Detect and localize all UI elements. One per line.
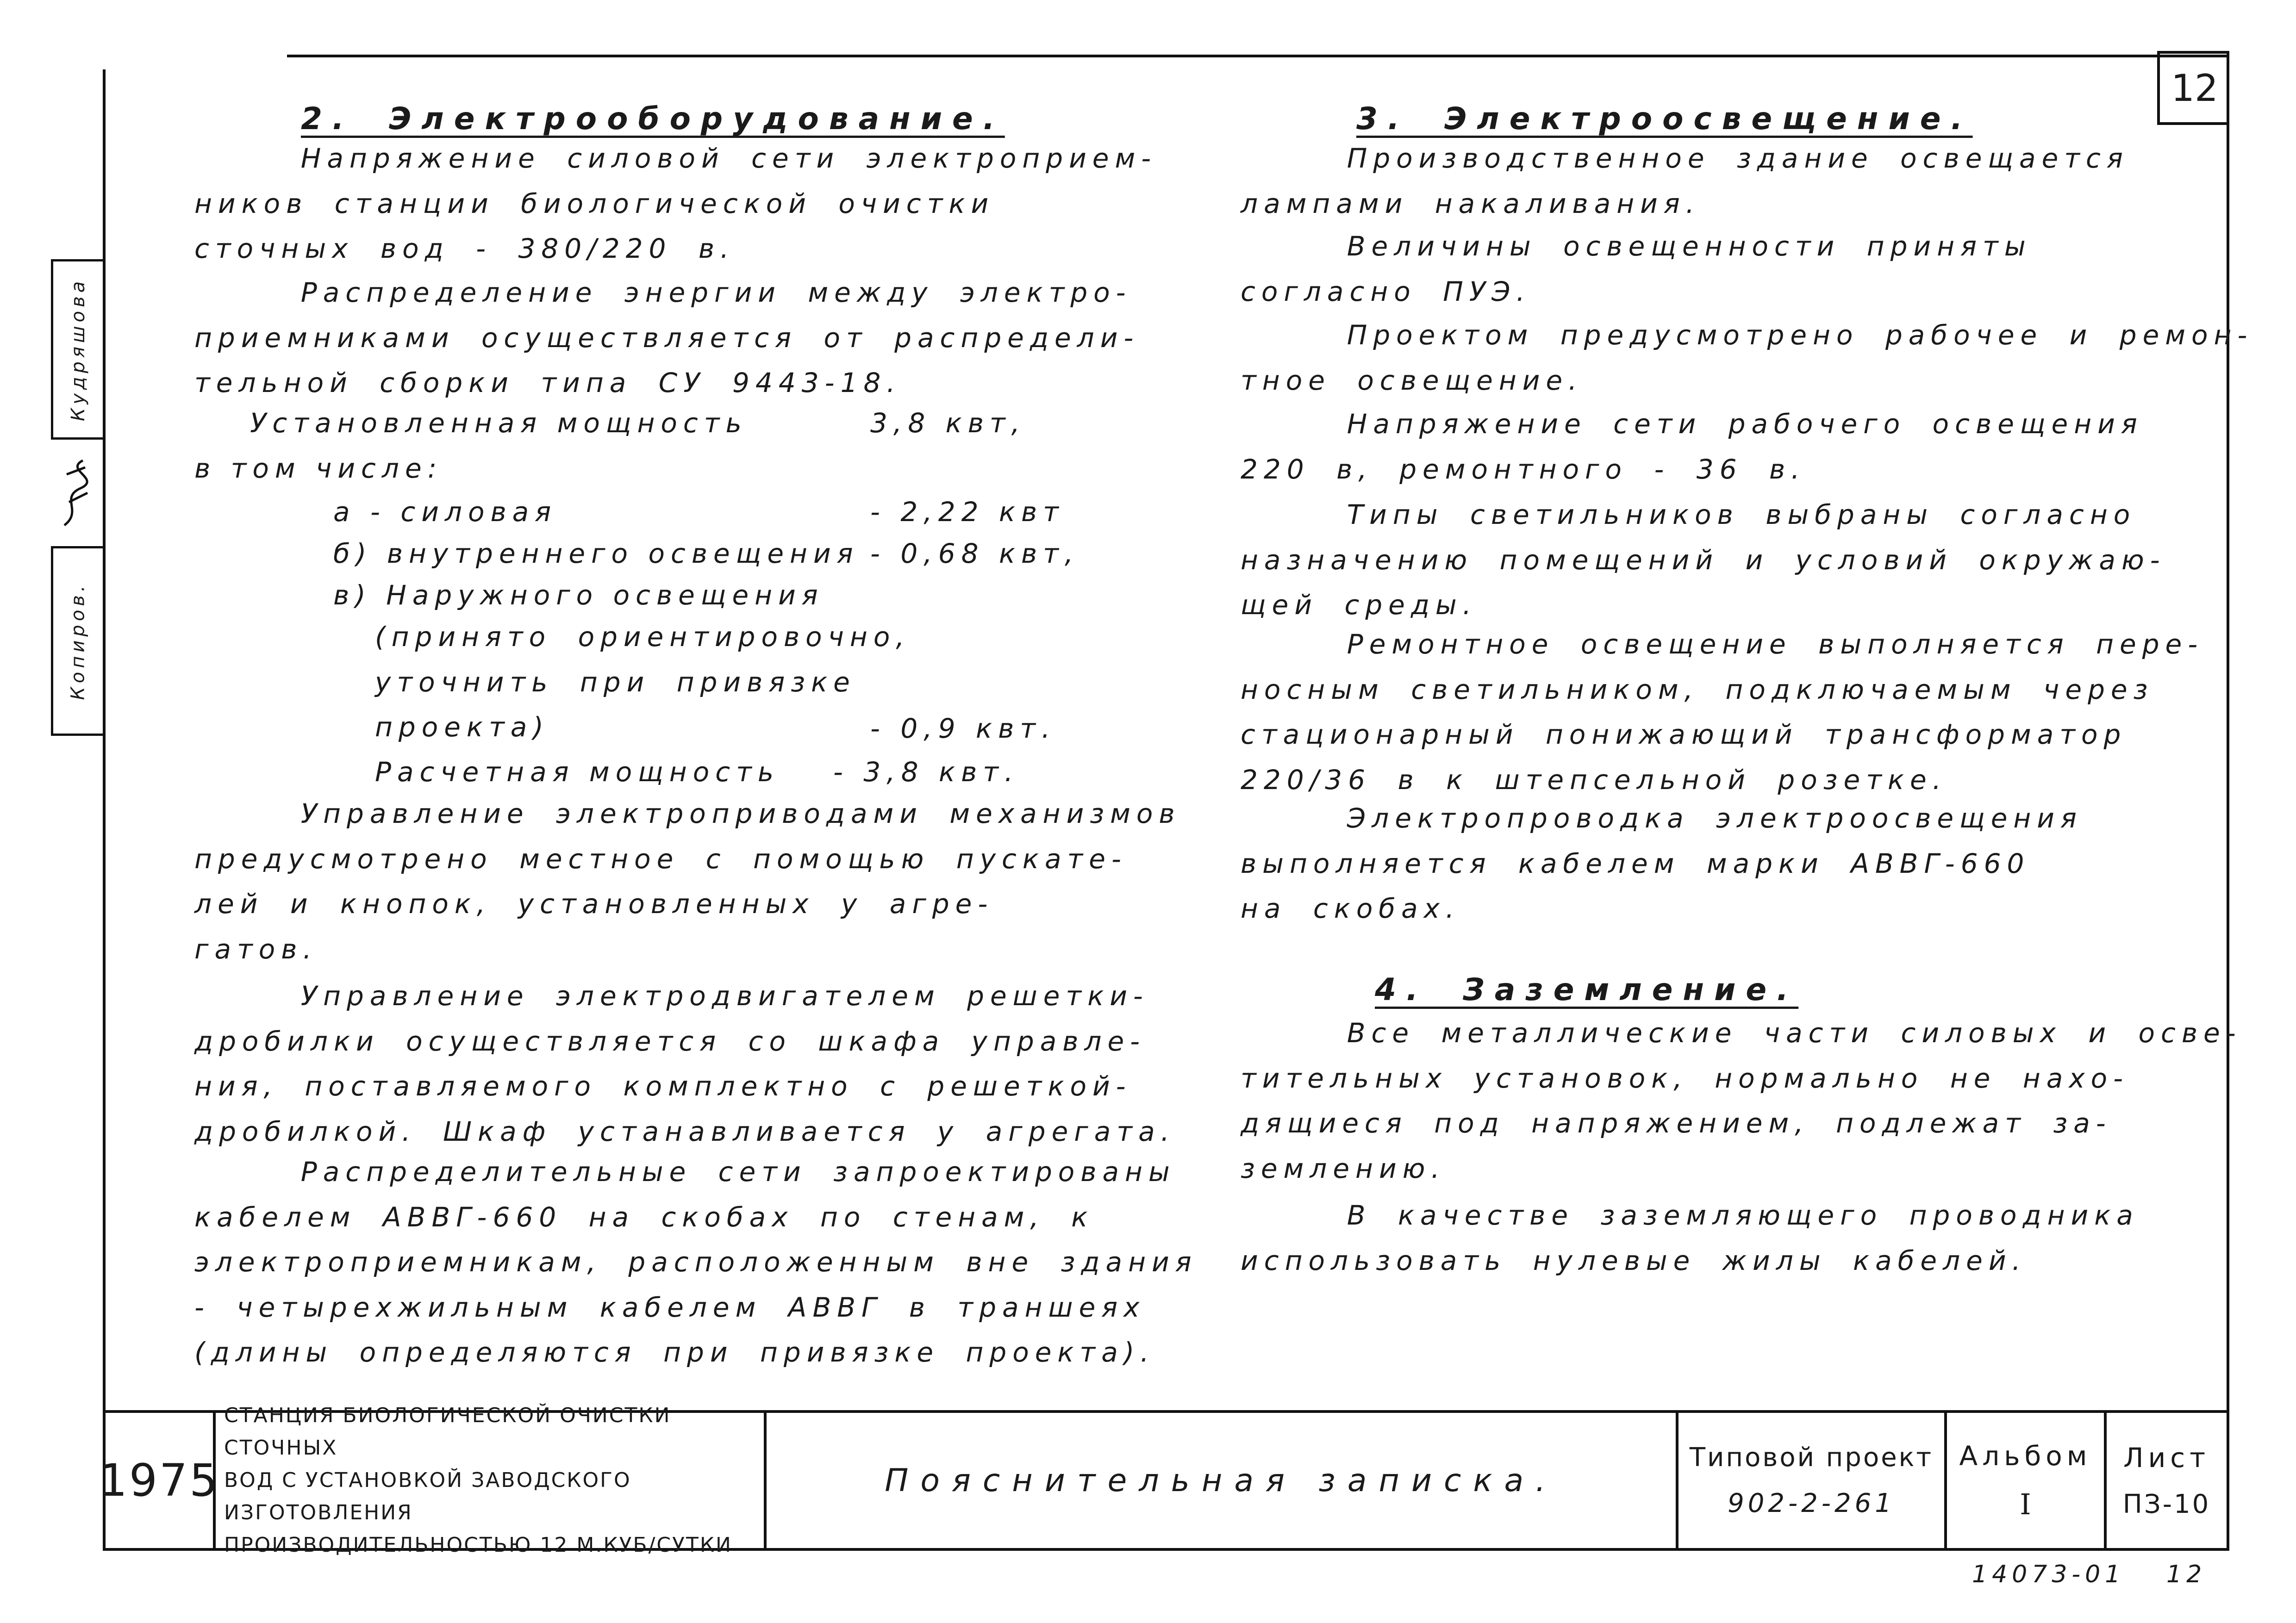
frame-right-line — [2227, 51, 2229, 1550]
power-item-a: а - силовая — [333, 496, 557, 528]
frame-top-line — [287, 55, 2227, 57]
standard-project-label: Типовой проект — [1689, 1443, 1934, 1473]
titleblock-project-name — [216, 1404, 764, 1557]
doc-title: Пояснительная записка. — [885, 1462, 1558, 1499]
titleblock-doc-title — [767, 1413, 1676, 1548]
section-2-paragraph-2: Распределение энергии между электро- приемниками осуществляется от распредели- тельной сборки типа СУ 9443-18. — [194, 277, 1140, 398]
section-4-paragraph-1: Все металлические части силовых и осве- тительных установок, нормально не нахо- дящиеся под напряжением, подлежат за- землению. — [1241, 1017, 2242, 1184]
project-name-line-3: ПРОИЗВОДИТЕЛЬНОСТЬЮ 12 М.КУБ/СУТКИ — [224, 1533, 732, 1557]
year-label: 1975 — [99, 1455, 220, 1506]
section-3-heading: 3. Электроосвещение. — [1356, 101, 1973, 137]
section-3-paragraph-7: Электропроводка электроосвещения выполняется кабелем марки АВВГ-660 на скобах. — [1241, 802, 2083, 924]
section-3-paragraph-2: Величины освещенности приняты согласно ПУЭ. — [1241, 230, 2032, 307]
section-4-paragraph-2: В качестве заземляющего проводника использовать нулевые жилы кабелей. — [1241, 1200, 2139, 1276]
sheet-number: ПЗ-10 — [2122, 1489, 2211, 1519]
inventory-code: 14073-01 — [1972, 1561, 2125, 1588]
section-3-paragraph-1: Производственное здание освещается лампами накаливания. — [1241, 143, 2129, 219]
margin-name-box-2 — [51, 546, 106, 736]
titleblock-sheet — [2107, 1413, 2227, 1548]
sheet-label: Лист — [2123, 1442, 2210, 1474]
section-2-heading: 2. Электрооборудование. — [301, 101, 1005, 137]
calculated-power-value: - 3,8 квт. — [833, 756, 1019, 788]
section-2-paragraph-1: Напряжение силовой сети электроприем- ников станции биологической очистки сточных вод - 380/220 в. — [194, 143, 1157, 264]
section-3-paragraph-4: Напряжение сети рабочего освещения 220 в, ремонтного - 36 в. — [1241, 408, 2143, 485]
signature-area — [51, 430, 101, 546]
titleblock-standard-project — [1678, 1413, 1944, 1548]
calculated-power: Расчетная мощность — [375, 756, 780, 788]
section-4-heading: 4. Заземление. — [1375, 972, 1799, 1007]
power-item-b: б) внутреннего освещения — [333, 538, 859, 569]
power-item-c-value: - 0,9 квт. — [870, 713, 1056, 744]
handwritten-signature-icon — [55, 442, 97, 535]
section-3-paragraph-6: Ремонтное освещение выполняется пере- носным светильником, подключаемым через стационарный понижающий трансформатор 220/36 в к штепсельной розетке. — [1241, 628, 2204, 796]
section-2-paragraph-4: Управление электродвигателем решетки- дробилки осуществляется со шкафа управле- ния, поставляемого комплектно с решеткой- дробилкой. Шкаф устанавливается у агрегата. — [194, 980, 1176, 1147]
album-label: Альбом — [1959, 1440, 2092, 1472]
album-number: I — [2020, 1487, 2031, 1521]
including-label: в том числе: — [194, 453, 443, 484]
standard-project-number: 902-2-261 — [1728, 1488, 1895, 1518]
page-number-box — [2157, 51, 2229, 125]
power-item-b-value: - 0,68 квт, — [870, 538, 1079, 569]
project-name-line-1: СТАНЦИЯ БИОЛОГИЧЕСКОЙ ОЧИСТКИ СТОЧНЫХ — [224, 1404, 671, 1460]
power-item-c: в) Наружного освещения — [333, 579, 824, 611]
power-item-c-note: (принято ориентировочно, уточнить при привязке проекта) — [375, 621, 911, 743]
section-2-paragraph-3: Управление электроприводами механизмов предусмотрено местное с помощью пускате- лей и кнопок, установленных у агре- гатов. — [194, 798, 1181, 965]
power-item-a-value: - 2,22 квт — [870, 496, 1065, 528]
titleblock-album — [1947, 1413, 2104, 1548]
section-3-paragraph-5: Типы светильников выбраны согласно назначению помещений и условий окружаю- щей среды. — [1241, 499, 2166, 621]
project-name-line-2: ВОД С УСТАНОВКОЙ ЗАВОДСКОГО ИЗГОТОВЛЕНИЯ — [224, 1468, 631, 1524]
page-number: 12 — [2171, 66, 2218, 110]
section-2-paragraph-5: Распределительные сети запроектированы кабелем АВВГ-660 на скобах по стенам, к электроприемникам, расположенным вне здания - четырехжильным кабелем АВВГ в траншеях (длины определяются при привязке проекта). — [194, 1156, 1198, 1368]
margin-name-1: Кудряшова — [68, 277, 89, 422]
margin-name-box-1 — [51, 259, 106, 440]
margin-name-2: Копиров. — [68, 582, 89, 700]
installed-power-value: 3,8 квт, — [870, 407, 1026, 439]
section-3-paragraph-3: Проектом предусмотрено рабочее и ремон- тное освещение. — [1241, 319, 2253, 396]
titleblock-year — [99, 1413, 220, 1548]
installed-power: Установленная мощность — [250, 407, 748, 439]
footer-page-number: 12 — [2166, 1561, 2207, 1588]
